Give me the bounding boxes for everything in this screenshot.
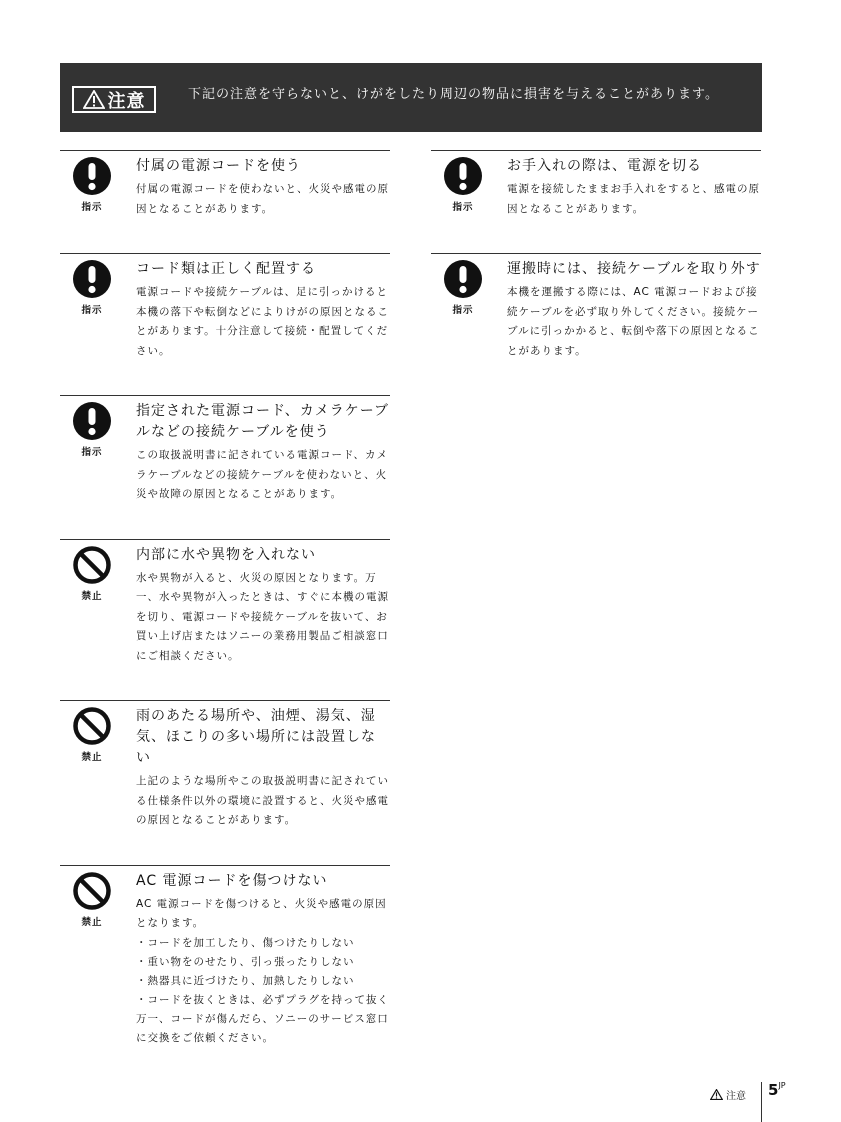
caution-content	[507, 259, 761, 373]
caution-icon-label: 指示	[81, 202, 103, 213]
caution-title: 運搬時には、接続ケーブルを取り外す	[507, 261, 761, 277]
caution-banner-text: 下記の注意を守らないと、けがをしたり周辺の物品に損害を与えることがあります。	[188, 87, 719, 102]
caution-bullet: ・熱器具に近づけたり、加熱したりしない	[136, 974, 355, 987]
caution-item	[60, 150, 390, 231]
right-column	[431, 150, 761, 373]
caution-item	[60, 395, 390, 517]
caution-icon-block	[69, 259, 115, 316]
caution-content	[136, 259, 390, 373]
warning-triangle-icon	[710, 1089, 723, 1100]
caution-bullet-list	[136, 934, 390, 1010]
page-number	[768, 1081, 786, 1099]
mandatory-icon	[69, 156, 115, 196]
left-column	[60, 150, 390, 1061]
caution-content	[136, 401, 390, 517]
mandatory-icon	[69, 401, 115, 441]
caution-item	[431, 253, 761, 373]
caution-banner	[60, 63, 762, 132]
caution-icon-block	[69, 401, 115, 458]
caution-title: AC 電源コードを傷つけない	[136, 872, 328, 889]
caution-title: コード類は正しく配置する	[136, 261, 316, 277]
caution-title: 雨のあたる場所や、油煙、湯気、湿気、ほこりの多い場所には設置しない	[136, 708, 376, 766]
prohibited-icon	[69, 871, 115, 911]
caution-icon-label: 指示	[452, 305, 474, 316]
caution-icon-block	[69, 156, 115, 213]
footer-divider	[761, 1082, 762, 1122]
caution-icon-block	[69, 706, 115, 763]
caution-icon-label: 指示	[81, 305, 103, 316]
page-number-value: 5	[768, 1081, 779, 1099]
caution-body: この取扱説明書に記されている電源コード、カメラケーブルなどの接続ケーブルを使わないと、火災や故障の原因となることがあります。	[136, 449, 389, 500]
mandatory-icon	[440, 156, 486, 196]
caution-icon-label: 禁止	[81, 752, 103, 763]
caution-icon-label: 禁止	[81, 916, 103, 928]
caution-item	[60, 539, 390, 679]
caution-badge-label: 注意	[107, 90, 146, 112]
caution-bullet: ・重い物をのせたり、引っ張ったりしない	[136, 955, 355, 968]
caution-title: 付属の電源コードを使う	[136, 158, 301, 174]
caution-bullet: ・コードを加工したり、傷つけたりしない	[136, 936, 355, 949]
footer-section-label	[710, 1087, 746, 1102]
caution-title: お手入れの際は、電源を切る	[507, 158, 702, 174]
caution-body: AC 電源コードを傷つけると、火災や感電の原因となります。	[136, 897, 387, 929]
caution-icon-label: 指示	[81, 447, 103, 458]
caution-item	[431, 150, 761, 231]
caution-icon-label: 禁止	[81, 590, 103, 602]
caution-bullet: ・コードを抜くときは、必ずプラグを持って抜く	[136, 993, 389, 1006]
caution-item	[60, 253, 390, 373]
caution-body: 上記のような場所やこの取扱説明書に記されている仕様条件以外の環境に設置すると、火災や感電の原因となることがあります。	[136, 775, 389, 826]
caution-title: 内部に水や異物を入れない	[136, 546, 316, 563]
caution-item	[60, 865, 390, 1061]
caution-icon-block	[440, 156, 486, 213]
caution-content	[136, 706, 390, 843]
mandatory-icon	[69, 259, 115, 299]
caution-body: 電源を接続したままお手入れをすると、感電の原因となることがあります。	[507, 183, 760, 215]
caution-body: 電源コードや接続ケーブルは、足に引っかけると本機の落下や転倒などによりけがの原因となることがあります。十分注意して接続・配置してください。	[136, 286, 389, 357]
caution-body: 本機を運搬する際には、AC 電源コードおよび接続ケーブルを必ず取り外してください。接続ケーブルに引っかかると、転倒や落下の原因となることがあります。	[507, 286, 760, 357]
caution-body: 付属の電源コードを使わないと、火災や感電の原因となることがあります。	[136, 183, 389, 215]
mandatory-icon	[440, 259, 486, 299]
caution-content	[136, 545, 390, 679]
caution-content	[507, 156, 761, 231]
caution-item	[60, 700, 390, 843]
caution-badge	[72, 86, 156, 113]
caution-content	[136, 871, 390, 1061]
caution-icon-block	[69, 871, 115, 928]
caution-icon-label: 指示	[452, 202, 474, 213]
caution-title: 指定された電源コード、カメラケーブルなどの接続ケーブルを使う	[136, 403, 390, 440]
prohibited-icon	[69, 545, 115, 585]
caution-content	[136, 156, 390, 231]
caution-icon-block	[440, 259, 486, 316]
page-number-suffix: JP	[778, 1081, 786, 1090]
caution-closing: 万一、コードが傷んだら、ソニーのサービス窓口に交換をご依頼ください。	[136, 1012, 389, 1044]
footer-section-text: 注意	[726, 1091, 746, 1102]
caution-body: 水や異物が入ると、火災の原因となります。万一、水や異物が入ったときは、すぐに本機の電源を切り、電源コードや接続ケーブルを抜いて、お買い上げ店またはソニーの業務用製品ご相談窓口にご相談ください。	[136, 571, 389, 662]
caution-icon-block	[69, 545, 115, 602]
prohibited-icon	[69, 706, 115, 746]
warning-triangle-icon	[83, 90, 105, 109]
